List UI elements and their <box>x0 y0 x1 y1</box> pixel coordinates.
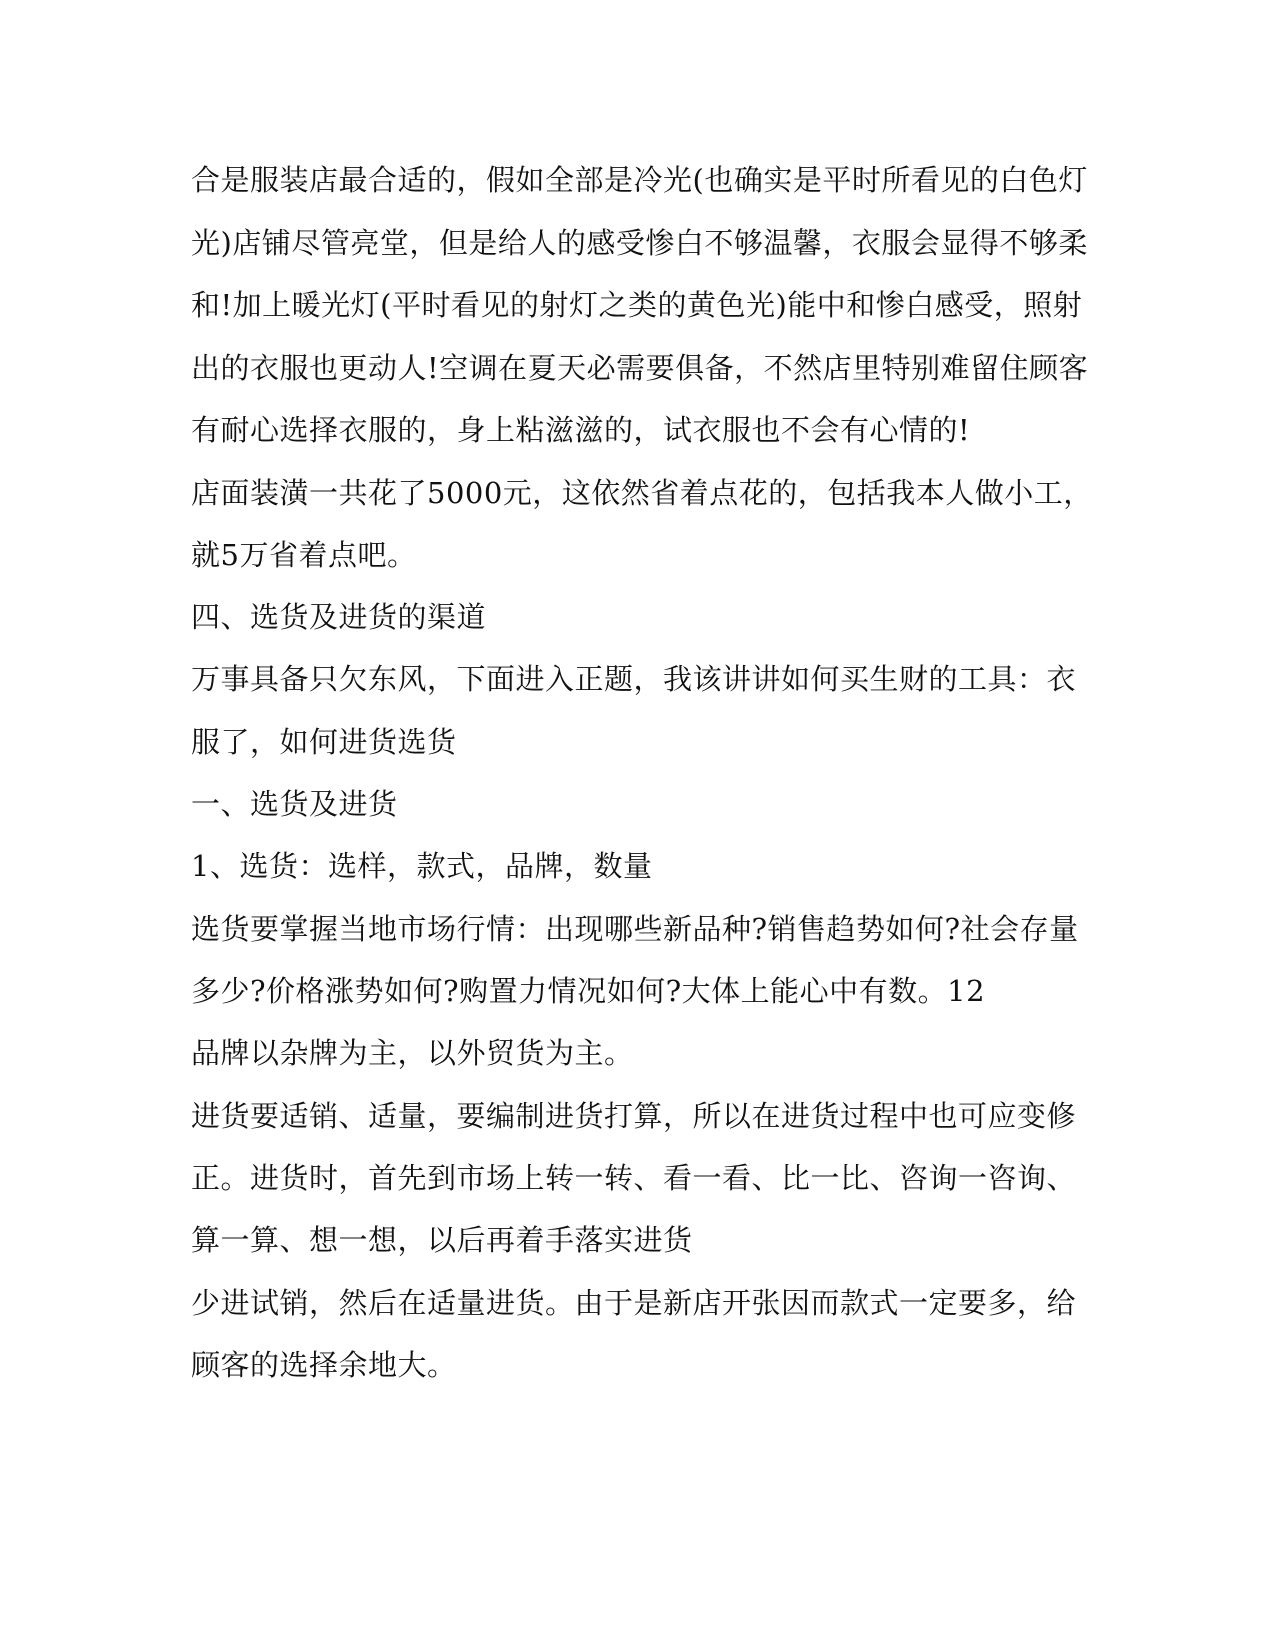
paragraph-line: 进货要适销、适量，要编制进货打算，所以在进货过程中也可应变修 <box>191 1099 1077 1133</box>
paragraph-line: 选货要掌握当地市场行情：出现哪些新品种?销售趋势如何?社会存量 <box>191 912 1079 946</box>
paragraph-line: 就5万省着点吧。 <box>191 538 417 572</box>
paragraph-line: 顾客的选择余地大。 <box>191 1348 457 1382</box>
paragraph-line: 万事具备只欠东风，下面进入正题，我该讲讲如何买生财的工具：衣 <box>191 662 1077 696</box>
paragraph-line: 少进试销，然后在适量进货。由于是新店开张因而款式一定要多，给 <box>191 1286 1077 1320</box>
paragraph-line: 算一算、想一想，以后再着手落实进货 <box>191 1223 693 1257</box>
paragraph-line: 品牌以杂牌为主，以外贸货为主。 <box>191 1036 634 1070</box>
subsection-heading: 1、选货：选样，款式，品牌，数量 <box>191 849 653 883</box>
paragraph-line: 多少?价格涨势如何?购置力情况如何?大体上能心中有数。12 <box>191 974 986 1008</box>
paragraph-line: 服了，如何进货选货 <box>191 725 457 759</box>
section-heading: 一、选货及进货 <box>191 787 398 821</box>
paragraph-line: 店面装潢一共花了5000元，这依然省着点花的，包括我本人做小工， <box>191 476 1093 510</box>
paragraph-line: 和!加上暖光灯(平时看见的射灯之类的黄色光)能中和惨白感受，照射 <box>191 288 1083 322</box>
paragraph-line: 有耐心选择衣服的，身上粘滋滋的，试衣服也不会有心情的! <box>191 413 971 447</box>
paragraph-line: 合是服装店最合适的，假如全部是冷光(也确实是平时所看见的白色灯 <box>191 163 1088 197</box>
paragraph-line: 正。进货时，首先到市场上转一转、看一看、比一比、咨询一咨询、 <box>191 1161 1077 1195</box>
section-heading: 四、选货及进货的渠道 <box>191 600 487 634</box>
paragraph-line: 出的衣服也更动人!空调在夏天必需要俱备，不然店里特别难留住顾客 <box>191 351 1089 385</box>
paragraph-line: 光)店铺尽管亮堂，但是给人的感受惨白不够温馨，衣服会显得不够柔 <box>191 226 1088 260</box>
